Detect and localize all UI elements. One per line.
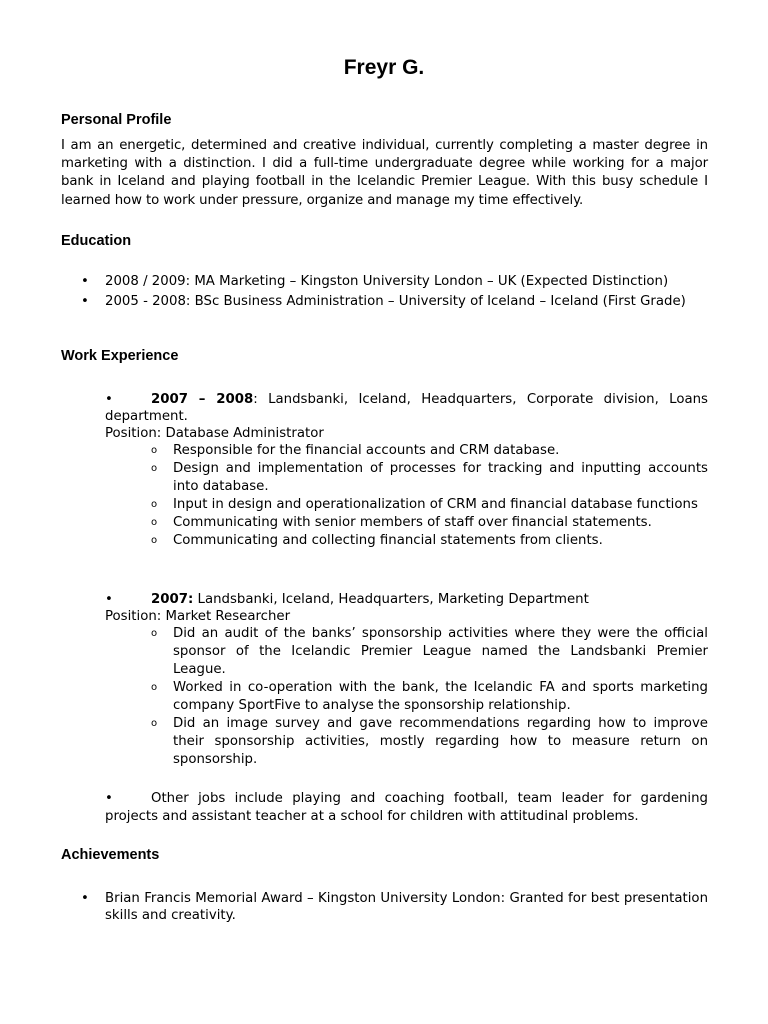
duty-list: [105, 625, 708, 769]
duty-item: o Worked in co-operation with the bank, the Icelandic FA and sports marketing company SportFive to analyse the sponsorship relationship.: [151, 680, 708, 713]
other-jobs-text: Other jobs include playing and coaching football, team leader for gardening projects and assistant teacher at a school for children with attitudinal problems.: [105, 791, 708, 824]
bullet-icon: •: [105, 592, 113, 607]
achievement-item: [81, 890, 708, 924]
profile-text: I am an energetic, determined and creative individual, currently completing a master degree in marketing with a distinction. I did a full-time undergraduate degree while working for a major bank in Iceland and playing football in the Icelandic Premier League. With this busy schedule I learned how to work under pressure, organize and manage my time effectively.: [61, 138, 708, 208]
education-item-text: 2005 - 2008: BSc Business Administration – University of Iceland – Iceland (First Grade): [105, 294, 686, 309]
circle-bullet-icon: o: [151, 628, 158, 639]
education-item: [81, 293, 708, 310]
bullet-icon: •: [81, 274, 89, 289]
circle-bullet-icon: o: [151, 718, 158, 729]
achievement-item-text: Brian Francis Memorial Award – Kingston University London: Granted for best presentation skills and creativity.: [105, 891, 708, 923]
education-item: [81, 273, 708, 290]
job-position: Position: Database Administrator: [105, 426, 324, 441]
job-details: Landsbanki, Iceland, Headquarters, Marketing Department: [193, 592, 589, 607]
duty-item: o Responsible for the financial accounts and CRM database.: [151, 443, 560, 458]
job-details: : Landsbanki, Iceland, Headquarters, Corporate division, Loans department.: [105, 392, 708, 424]
circle-bullet-icon: o: [151, 517, 158, 528]
job-header: [105, 391, 708, 425]
duty-item: o Did an audit of the banks’ sponsorship activities where they were the official sponsor of the Icelandic Premier League named the Landsbanki Premier League.: [151, 626, 708, 677]
job-entry: [105, 391, 708, 550]
duty-item: o Communicating with senior members of staff over financial statements.: [151, 515, 652, 530]
other-jobs: [105, 790, 708, 825]
education-heading: Education: [61, 233, 132, 249]
circle-bullet-icon: o: [151, 463, 158, 474]
job-header: [105, 591, 708, 608]
education-item-text: 2008 / 2009: MA Marketing – Kingston University London – UK (Expected Distinction): [105, 274, 669, 289]
duty-item: o Design and implementation of processes for tracking and inputting accounts into database.: [151, 461, 708, 494]
bullet-icon: •: [81, 294, 89, 309]
resume-name: Freyr G.: [343, 56, 425, 79]
duty-item: o Communicating and collecting financial statements from clients.: [151, 533, 603, 548]
circle-bullet-icon: o: [151, 499, 158, 510]
duty-item: o Did an image survey and gave recommendations regarding how to improve their sponsorship activities, mostly regarding how to measure return on sponsorship.: [151, 716, 708, 767]
circle-bullet-icon: o: [151, 535, 158, 546]
achievements-heading: Achievements: [61, 847, 160, 863]
job-period: 2007:: [151, 592, 194, 607]
profile-heading: Personal Profile: [61, 112, 172, 128]
circle-bullet-icon: o: [151, 682, 158, 693]
duty-item: o Input in design and operationalization of CRM and financial database functions: [151, 497, 698, 512]
bullet-icon: •: [105, 392, 113, 407]
job-position: Position: Market Researcher: [105, 609, 291, 624]
job-period: 2007 – 2008: [151, 392, 254, 407]
circle-bullet-icon: o: [151, 445, 158, 456]
bullet-icon: •: [81, 891, 89, 906]
duty-list: [105, 442, 708, 550]
job-entry: [105, 591, 708, 769]
bullet-icon: •: [105, 791, 113, 806]
work-heading: Work Experience: [61, 348, 179, 364]
